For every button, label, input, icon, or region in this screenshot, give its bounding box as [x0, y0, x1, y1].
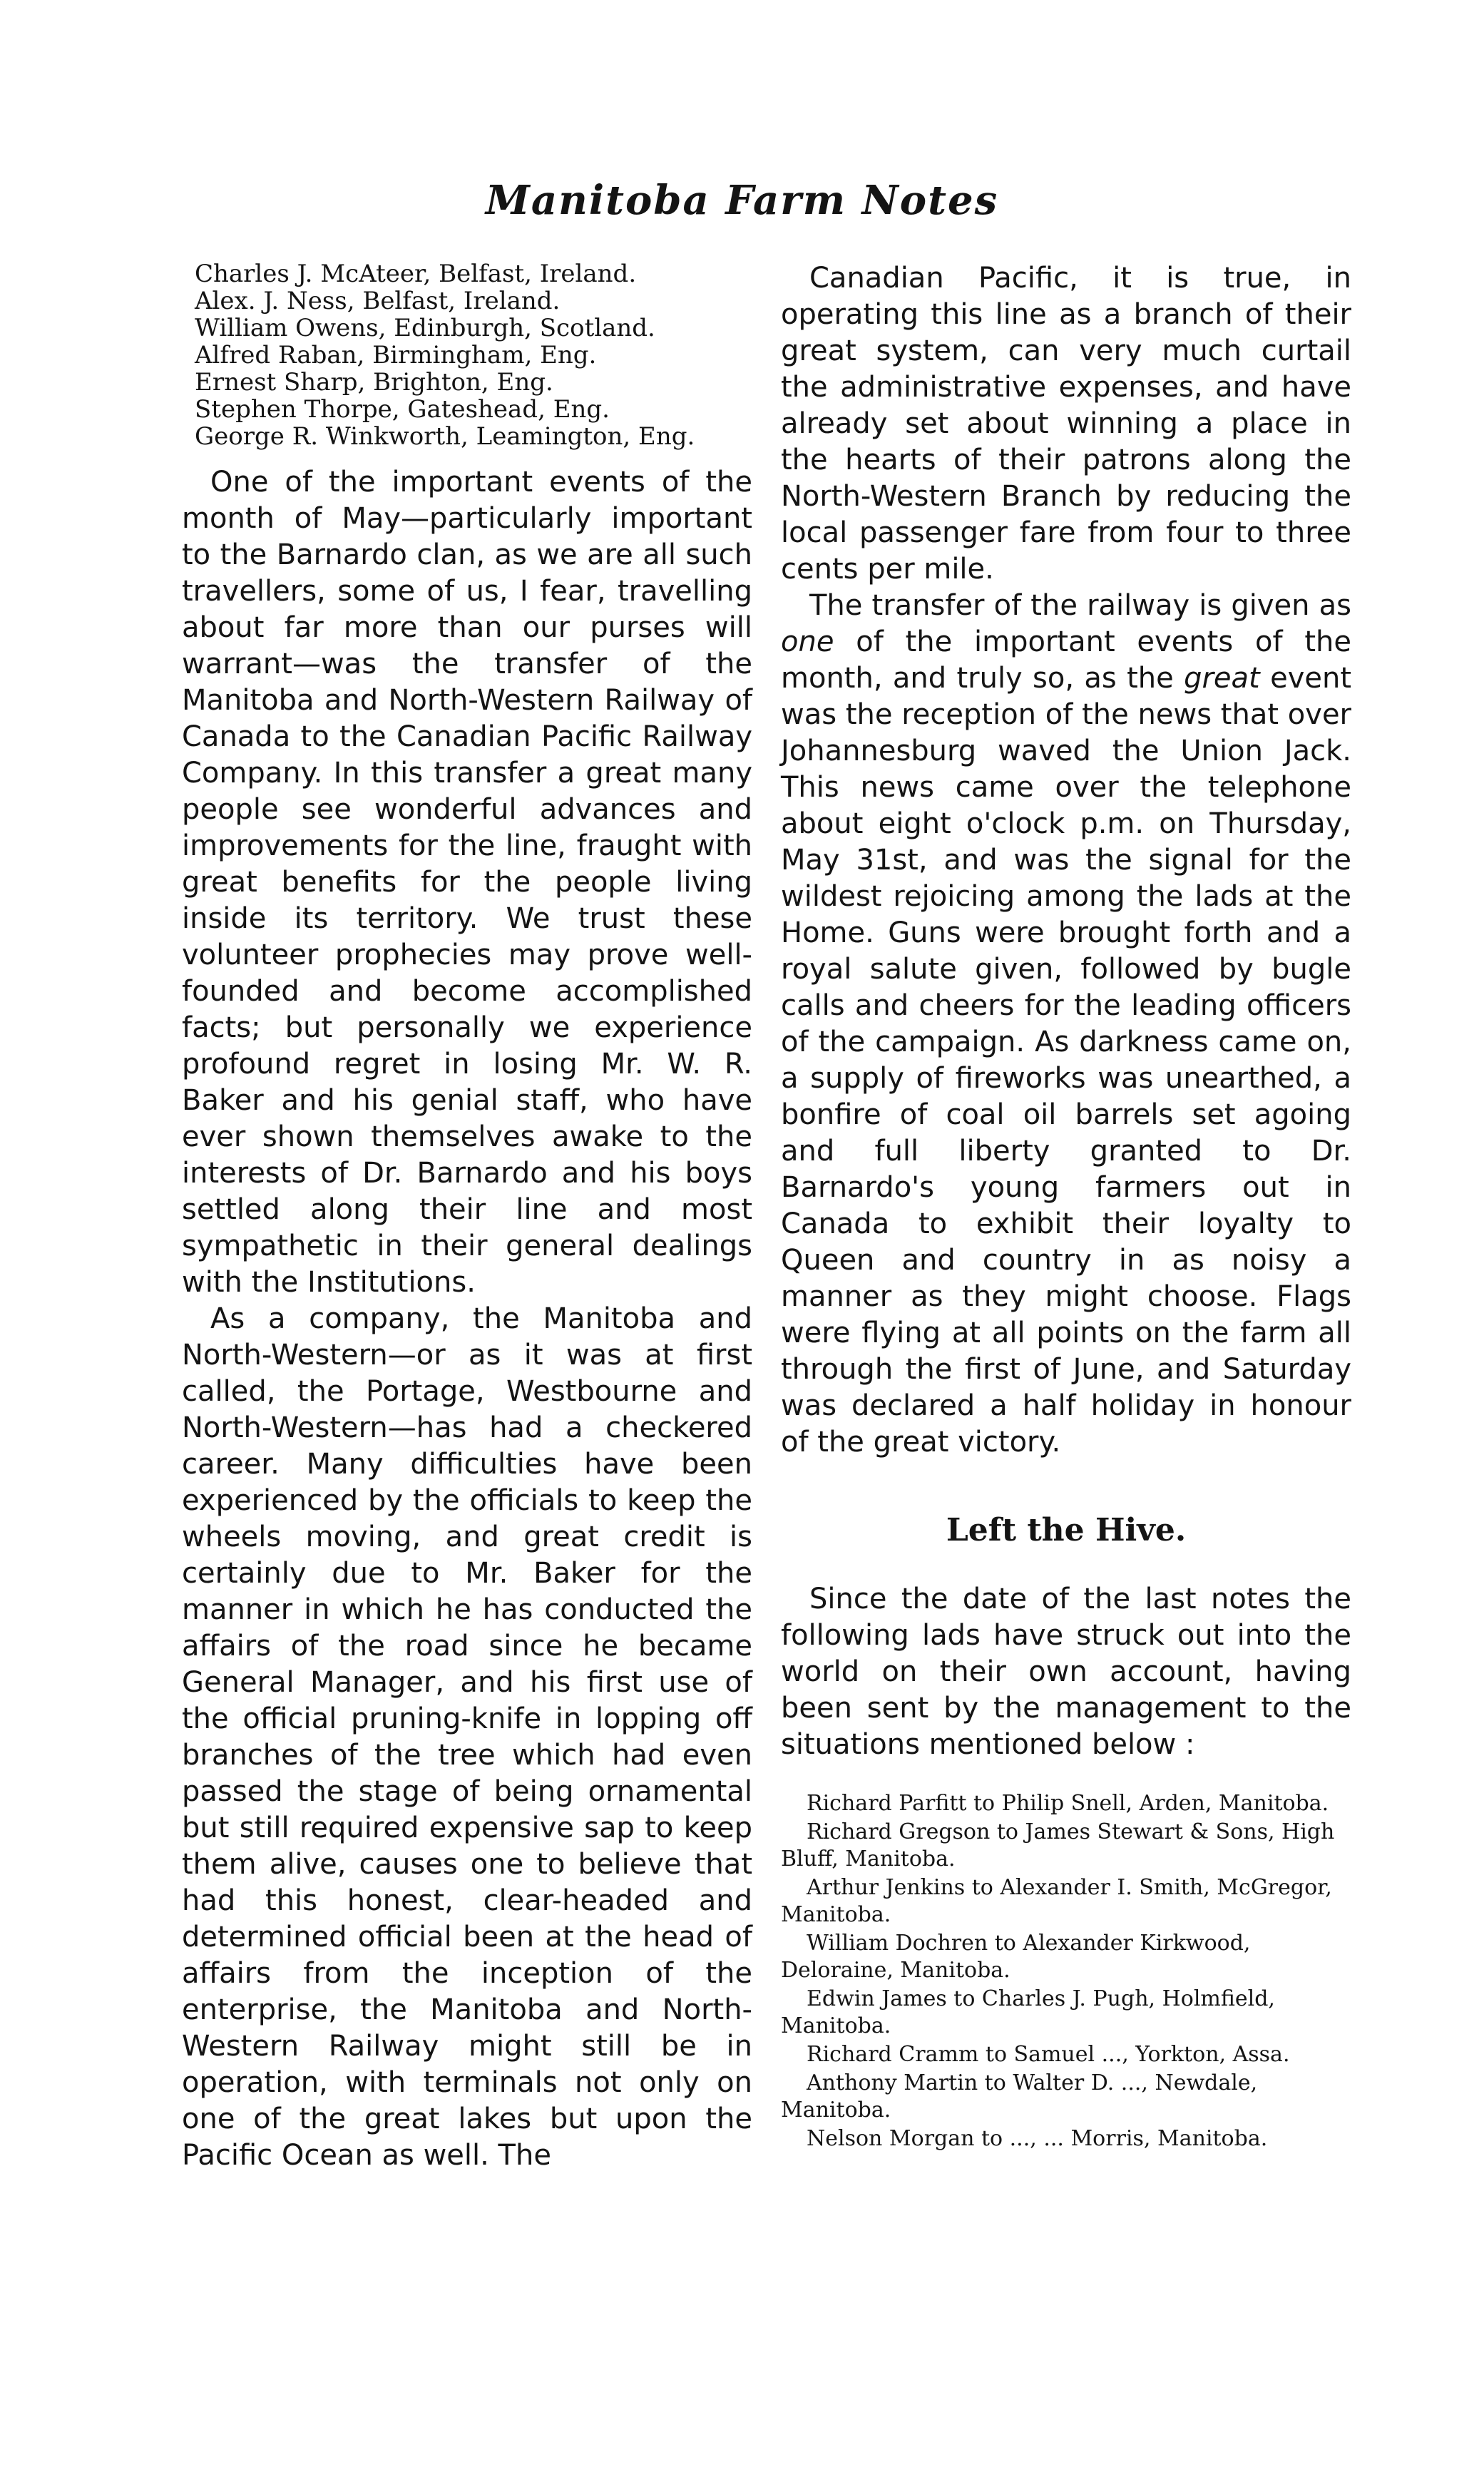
list-item: Alfred Raban, Birmingham, Eng. — [195, 341, 597, 369]
list-item: Arthur Jenkins to Alexander I. Smith, McGregor, Manitoba. — [781, 1875, 1332, 1927]
list-item: Anthony Martin to Walter D. ..., Newdale, Manitoba. — [781, 2070, 1258, 2123]
list-item: Ernest Sharp, Brighton, Eng. — [195, 368, 553, 397]
section-heading-left-the-hive: Left the Hive. — [946, 1512, 1187, 1548]
text-run: event was the reception of the news that over Johannesburg waved the Union Jack. This news came over the telephone about eight o'clock p.m. on Thursday, May 31st, and was the signal for the wildest rejoicing among the lads at the Home. Guns were brought forth and a royal salute given, followed by bugle calls and cheers for the leading officers of the campaign. As darkness came on, a supply of fireworks was unearthed, a bonfire of coal oil barrels set agoing and full liberty granted to Dr. Barnardo's young farmers out in Canada to exhibit their loyalty to Queen and country in as noisy a manner as they might choose. Flags were flying at all points on the farm all through the first of June, and Saturday was declared a half holiday in honour of the great victory. — [781, 662, 1352, 1459]
text-run: of the important events of the month, and truly so, as the — [781, 625, 1351, 695]
list-item: Edwin James to Charles J. Pugh, Holmfield, Manitoba. — [781, 1986, 1275, 2038]
paragraph-railway-transfer: One of the important events of the month of May—particularly important to the Barnardo clan, as we are all such travellers, some of us, I fear, travelling about far more than our purses will warrant—was the transfer of the Manitoba and North-Western Railway of Canada to the Canadian Pacific Railway Company. In this transfer a great many people see wonderful advances and improvements for the line, fraught with great benefits for the people living inside its territory. We trust these volunteer prophecies may prove well-founded and become accomplished facts; but personally we experience profound regret in losing Mr. W. R. Baker and his genial staff, who have ever shown themselves awake to the interests of Dr. Barnardo and his boys settled along their line and most sympathetic in their general dealings with the Institutions. — [182, 466, 752, 1299]
page-header: Manitoba Farm Notes — [485, 177, 999, 224]
list-item: Stephen Thorpe, Gateshead, Eng. — [195, 395, 610, 424]
emphasis-great: great — [1184, 662, 1260, 695]
paragraph-union-jack-news — [781, 588, 1351, 1461]
left-column — [182, 260, 752, 2174]
list-item: Richard Parfitt to Philip Snell, Arden, Manitoba. — [807, 1791, 1329, 1816]
placement-list — [781, 1790, 1351, 2152]
list-item: William Owens, Edinburgh, Scotland. — [195, 314, 655, 342]
list-item: Richard Gregson to James Stewart & Sons, High Bluff, Manitoba. — [781, 1819, 1335, 1871]
list-item: Alex. J. Ness, Belfast, Ireland. — [195, 287, 561, 315]
list-item: Nelson Morgan to ..., ... Morris, Manitoba. — [807, 2126, 1268, 2151]
paragraph-since-last-notes: Since the date of the last notes the following lads have struck out into the world on their own account, having been sent by the management to the situations mentioned below : — [781, 1583, 1351, 1761]
list-item: Richard Cramm to Samuel ..., Yorkton, Assa. — [807, 2042, 1290, 2067]
emphasis-one: one — [781, 625, 834, 658]
list-item: George R. Winkworth, Leamington, Eng. — [195, 422, 695, 451]
paragraph-canadian-pacific: Canadian Pacific, it is true, in operating this line as a branch of their great system, can very much curtail the administrative expenses, and have already set about winning a place in the hearts of their patrons along the North-Western Branch by reducing the local passenger fare from four to three cents per mile. — [781, 262, 1351, 586]
right-column — [781, 260, 1351, 2154]
paragraph-company-history: As a company, the Manitoba and North-Western—or as it was at first called, the Portage, Westbourne and North-Western—has had a checkered career. Many difficulties have been experienced by the officials to keep the wheels moving, and great credit is certainly due to Mr. Baker for the manner in which he has conducted the affairs of the road since he became General Manager, and his first use of the official pruning-knife in lopping off branches of the tree which had even passed the stage of being ornamental but still required expensive sap to keep them alive, causes one to believe that had this honest, clear-headed and determined official been at the head of affairs from the inception of the enterprise, the Manitoba and North-Western Railway might still be in operation, with terminals not only on one of the great lakes but upon the Pacific Ocean as well. The — [182, 1302, 752, 2172]
list-item: William Dochren to Alexander Kirkwood, Deloraine, Manitoba. — [781, 1931, 1251, 1983]
list-item: Charles J. McAteer, Belfast, Ireland. — [195, 260, 637, 288]
text-run: The transfer of the railway is given as — [809, 589, 1351, 622]
arrival-name-list — [182, 260, 752, 450]
